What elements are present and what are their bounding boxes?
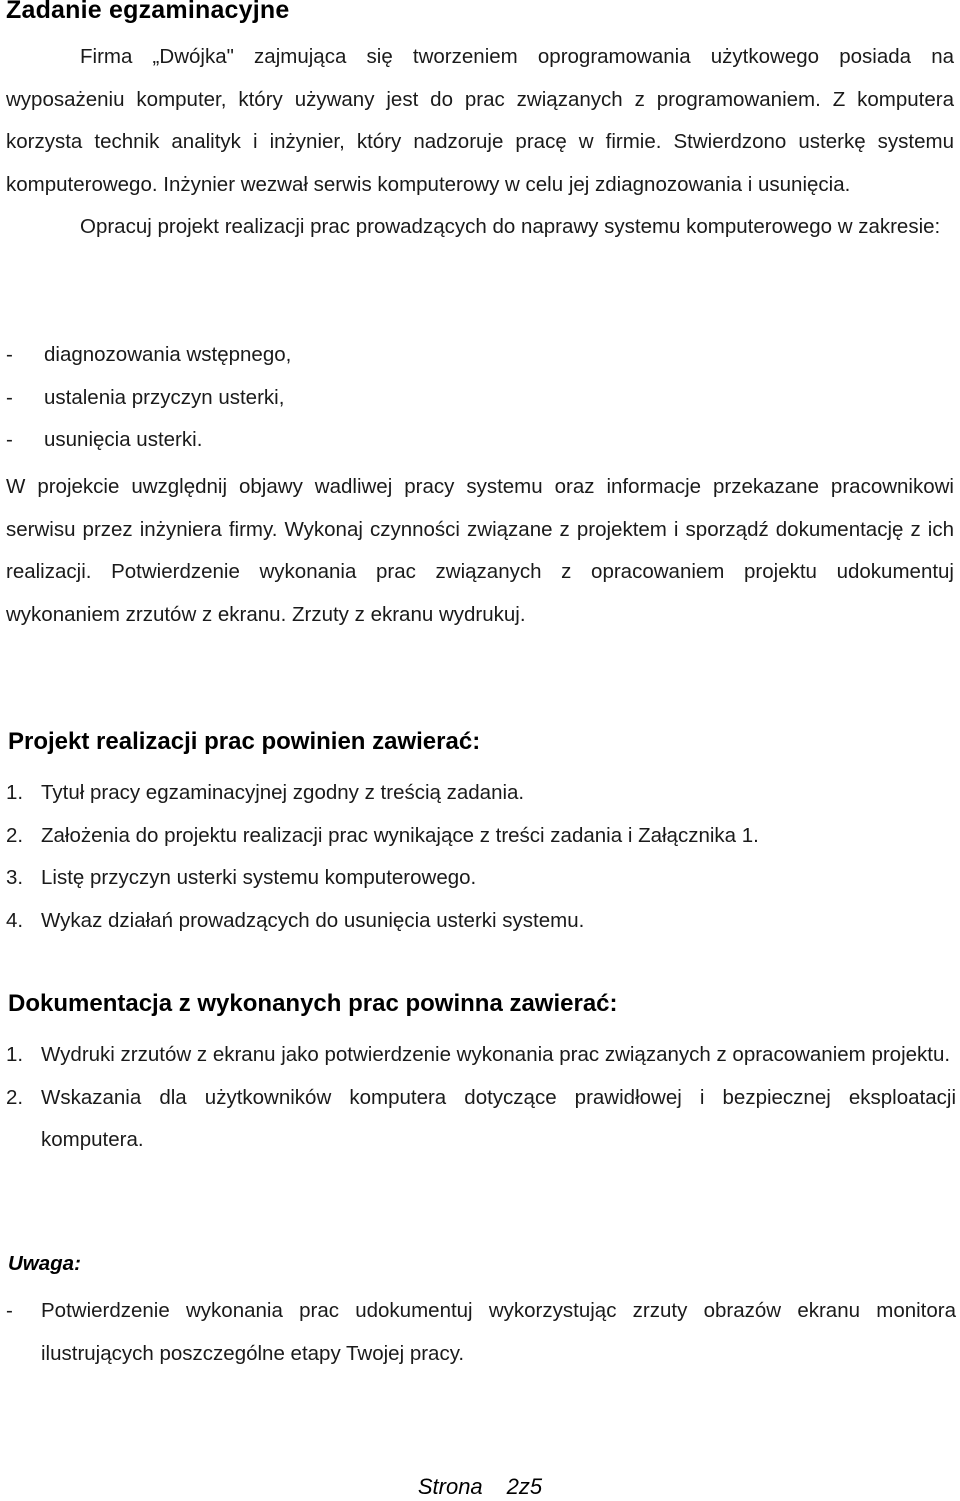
footer-label: Strona bbox=[417, 1474, 483, 1499]
intro-text bbox=[6, 36, 954, 249]
list-item: 4. Wykaz działań prowadzących do usunięcia usterki systemu. bbox=[6, 908, 585, 932]
scope-list bbox=[6, 334, 946, 462]
scope-item: - diagnozowania wstępnego, bbox=[6, 343, 292, 366]
documentation-list bbox=[6, 1034, 956, 1162]
scope-item: - usunięcia usterki. bbox=[6, 428, 203, 451]
intro-paragraph-1: Firma „Dwójka" zajmująca się tworzeniem oprogramowania użytkowego posiada na wyposażeniu komputer, który używany jest do prac związanych z programowaniem. Z komputera korzysta technik analityk i inżynier, który nadzoruje pracę w firmie. Stwierdzono usterkę systemu komputerowego. Inżynier wezwał serwis komputerowy w celu jej zdiagnozowania i usunięcia. bbox=[6, 45, 954, 196]
list-item: 2. Wskazania dla użytkowników komputera dotyczące prawidłowej i bezpiecznej eksploatacji komputera. bbox=[6, 1085, 956, 1151]
list-item: 2. Założenia do projektu realizacji prac wynikające z treści zadania i Załącznika 1. bbox=[6, 823, 759, 847]
list-item: - Potwierdzenie wykonania prac udokumentuj wykorzystując zrzuty obrazów ekranu monitora ilustrujących poszczególne etapy Twojej pracy. bbox=[6, 1299, 956, 1365]
project-section-heading: Projekt realizacji prac powinien zawierać: bbox=[8, 728, 481, 755]
list-item: 3. Listę przyczyn usterki systemu komputerowego. bbox=[6, 866, 477, 889]
note-heading: Uwaga: bbox=[8, 1252, 81, 1275]
body-paragraph: W projekcie uwzględnij objawy wadliwej pracy systemu oraz informacje przekazane pracownikowi serwisu przez inżyniera firmy. Wykonaj czynności związane z projektem i sporządź dokumentację z ich realizacji. Potwierdzenie wykonania prac związanych z opracowaniem projektu udokumentuj wykonaniem zrzutów z ekranu. Zrzuty z ekranu wydrukuj. bbox=[6, 475, 954, 626]
intro-paragraph-2: Opracuj projekt realizacji prac prowadzących do naprawy systemu komputerowego w zakresie: bbox=[80, 215, 941, 238]
page-footer bbox=[0, 1474, 960, 1500]
docs-section-heading: Dokumentacja z wykonanych prac powinna zawierać: bbox=[8, 990, 618, 1017]
project-requirements-list bbox=[6, 772, 956, 942]
list-item: 1. Tytuł pracy egzaminacyjnej zgodny z treścią zadania. bbox=[6, 781, 525, 804]
page-number: 2z5 bbox=[506, 1474, 543, 1499]
list-item: 1. Wydruki zrzutów z ekranu jako potwierdzenie wykonania prac związanych z opracowaniem projektu. bbox=[6, 1043, 951, 1066]
page-title: Zadanie egzaminacyjne bbox=[6, 0, 290, 24]
scope-item: - ustalenia przyczyn usterki, bbox=[6, 385, 285, 409]
note-list bbox=[6, 1290, 956, 1375]
